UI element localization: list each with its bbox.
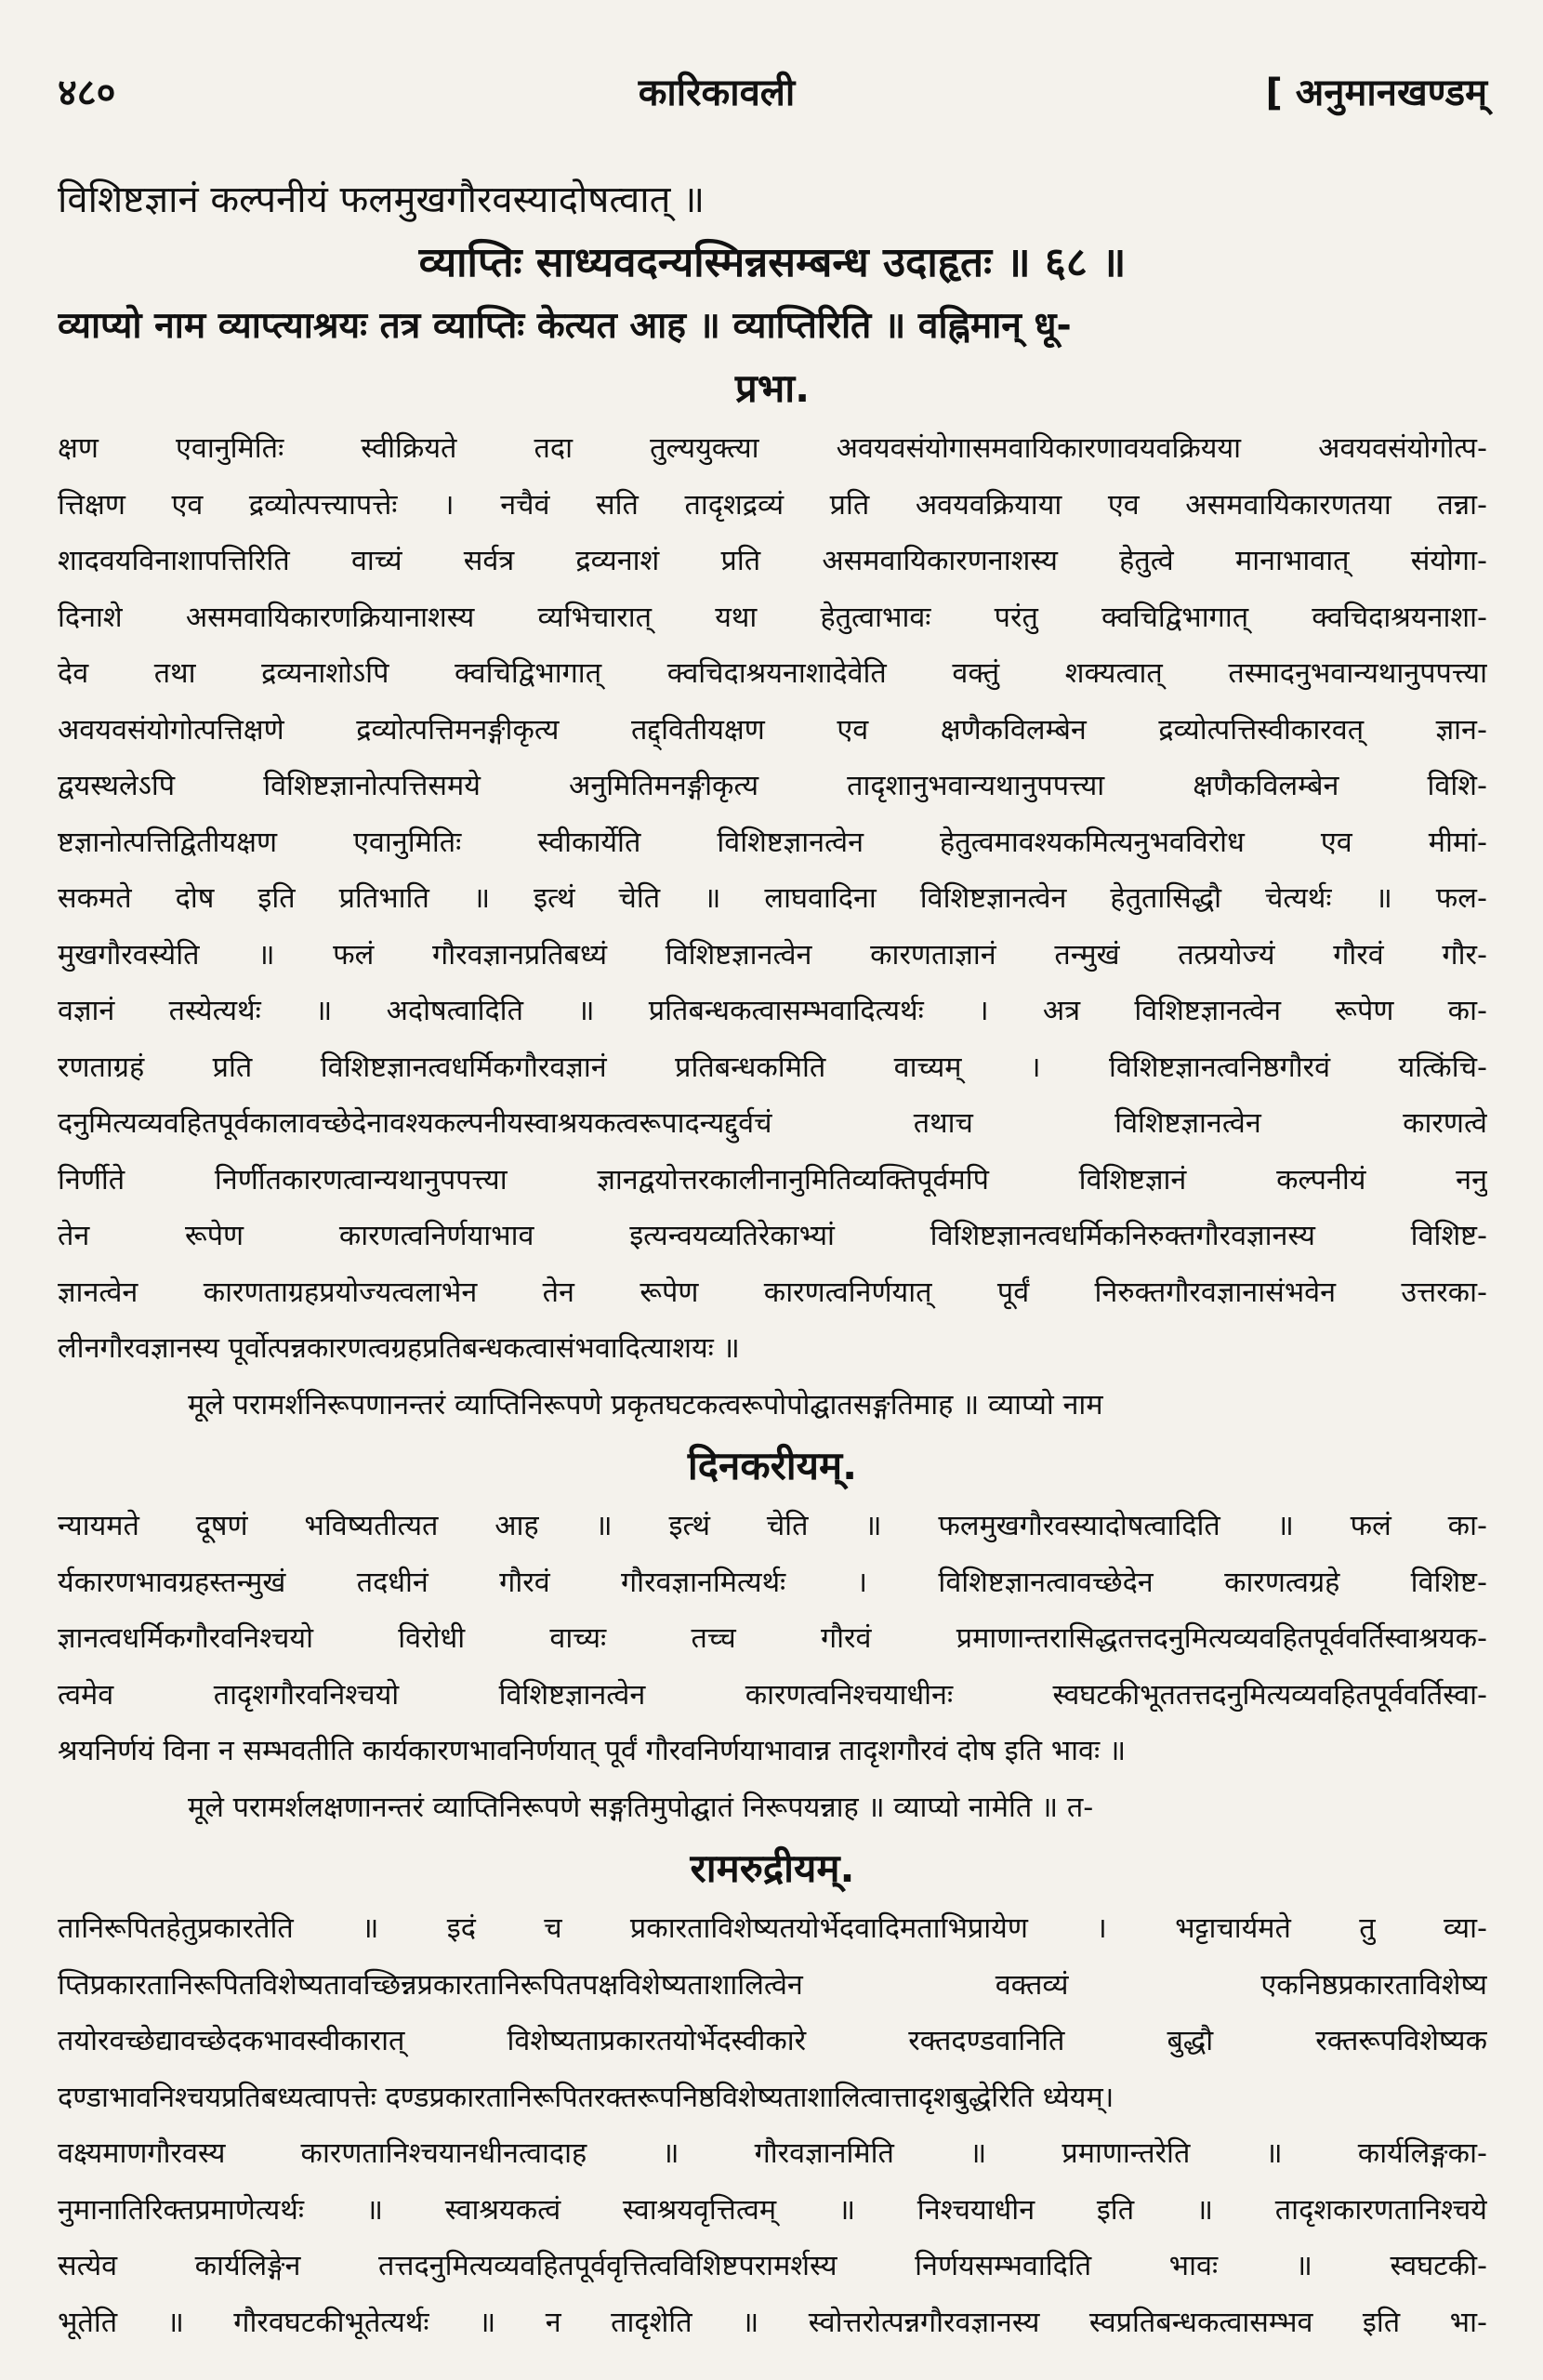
commentary-line: द्वयस्थलेऽपि विशिष्टज्ञानोत्पत्तिसमये अनुमितिमनङ्गीकृत्य तादृशानुभवान्यथानुपपत्त्या क्षणैकविलम्बेन विशि-: [58, 770, 1487, 802]
commentary-line: सत्येव कार्यलिङ्गेन तत्तदनुमित्यव्यवहितपूर्ववृत्तित्वविशिष्टपरामर्शस्य निर्णयसम्भवादिति भावः ॥ स्वघटकी-: [58, 2250, 1487, 2282]
verse-68: व्याप्तिः साध्यवदन्यस्मिन्नसम्बन्ध उदाहृतः ॥ ६८ ॥: [418, 239, 1127, 286]
commentary-line: मूले परामर्शलक्षणानन्तरं व्याप्तिनिरूपणे सङ्गतिमुपोद्घातं निरूपयन्नाह ॥ व्याप्यो नामेति ॥ त-: [188, 1791, 1094, 1824]
commentary-line: क्षण एवानुमितिः स्वीक्रियते तदा तुल्ययुक्त्या अवयवसंयोगासमवायिकारणावयवक्रियया अवयवसंयोगोत्प-: [58, 432, 1487, 465]
commentary-line: तयोरवच्छेद्यावच्छेदकभावस्वीकारात् विशेष्यताप्रकारतयोर्भेदस्वीकारे रक्तदण्डवानिति बुद्धौ रक्तरूपविशेष्यक: [58, 2025, 1487, 2057]
commentary-line: निर्णीते निर्णीतकारणत्वान्यथानुपपत्त्या ज्ञानद्वयोत्तरकालीनानुमितिव्यक्तिपूर्वमपि विशिष्टज्ञानं कल्पनीयं ननु: [58, 1163, 1487, 1197]
commentary-line: वक्ष्यमाणगौरवस्य कारणतानिश्चयानधीनत्वादाह ॥ गौरवज्ञानमिति ॥ प्रमाणान्तरेति ॥ कार्यलिङ्गका-: [58, 2137, 1487, 2170]
page-header: [58, 65, 1487, 116]
commentary-line: दण्डाभावनिश्चयप्रतिबध्यत्वापत्तेः दण्डप्रकारतानिरूपितरक्तरूपनिष्ठविशेष्यताशालित्वात्तादृशबुद्धेरिति ध्येयम्।: [58, 2081, 1114, 2114]
section-title: [ अनुमानखण्डम्: [1265, 72, 1487, 114]
ramarudri-commentary: [58, 1901, 1487, 2351]
commentary-line: वज्ञानं तस्येत्यर्थः ॥ अदोषत्वादिति ॥ प्रतिबन्धकत्वासम्भवादित्यर्थः । अत्र विशिष्टज्ञानत्वेन रूपेण का-: [58, 995, 1487, 1027]
commentary-line: तेन रूपेण कारणत्वनिर्णयाभाव इत्यन्वयव्यतिरेकाभ्यां विशिष्टज्ञानत्वधर्मिकनिरुक्तगौरवज्ञानस्य विशिष्ट-: [58, 1220, 1487, 1252]
commentary-line: त्वमेव तादृशगौरवनिश्चयो विशिष्टज्ञानत्वेन कारणत्वनिश्चयाधीनः स्वघटकीभूततत्तदनुमित्यव्यवहितपूर्ववर्तिस्वा-: [58, 1678, 1487, 1712]
commentary-heading-ramarudri: रामरुद्रीयम्.: [690, 1845, 855, 1891]
commentary-line: भूतेति ॥ गौरवघटकीभूतेत्यर्थः ॥ न तादृशेति ॥ स्वोत्तरोत्पन्नगौरवज्ञानस्य स्वप्रतिबन्धकत्वासम्भव इति भा-: [58, 2306, 1487, 2339]
commentary-line: शादवयविनाशापत्तिरिति वाच्यं सर्वत्र द्रव्यनाशं प्रति असमवायिकारणनाशस्य हेतुत्वे मानाभावात् संयोगा-: [58, 545, 1487, 577]
commentary-line: र्यकारणभावग्रहस्तन्मुखं तदधीनं गौरवं गौरवज्ञानमित्यर्थः । विशिष्टज्ञानत्वावच्छेदेन कारणत्वग्रहे विशिष्ट-: [58, 1566, 1487, 1599]
commentary-line: देव तथा द्रव्यनाशोऽपि क्वचिद्विभागात् क्वचिदाश्रयनाशादेवेति वक्तुं शक्यत्वात् तस्मादनुभवान्यथानुपपत्त्या: [58, 657, 1487, 690]
commentary-line: ज्ञानत्वधर्मिकगौरवनिश्चयो विरोधी वाच्यः तच्च गौरवं प्रमाणान्तरासिद्धतत्तदनुमित्यव्यवहितपूर्ववर्तिस्वाश्रयक-: [58, 1622, 1487, 1655]
commentary-line: तानिरूपितहेतुप्रकारतेति ॥ इदं च प्रकारताविशेष्यतयोर्भेदवादिमताभिप्रायेण । भट्टाचार्यमते तु व्या-: [58, 1912, 1487, 1945]
commentary-heading-dinakari: दिनकरीयम्.: [687, 1443, 858, 1488]
commentary-line: ज्ञानत्वेन कारणताग्रहप्रयोज्यत्वलाभेन तेन रूपेण कारणत्वनिर्णयात् पूर्वं निरुक्तगौरवज्ञानासंभवेन उत्तरका-: [58, 1276, 1487, 1309]
commentary-line: अवयवसंयोगोत्पत्तिक्षणे द्रव्योत्पत्तिमनङ्गीकृत्य तद्द्वितीयक्षण एव क्षणैकविलम्बेन द्रव्योत्पत्तिस्वीकारवत् ज्ञान-: [58, 713, 1487, 747]
page-number: ४८०: [58, 72, 116, 114]
commentary-line: श्रयनिर्णयं विना न सम्भवतीति कार्यकारणभावनिर्णयात् पूर्वं गौरवनिर्णयाभावान्न तादृशगौरवं दोष इति भावः ॥: [58, 1735, 1127, 1767]
commentary-line: त्तिक्षण एव द्रव्योत्पत्त्यापत्तेः । नचैवं सति तादृशद्रव्यं प्रति अवयवक्रियाया एव असमवायिकारणतया तन्ना-: [58, 488, 1487, 522]
commentary-line: नुमानातिरिक्तप्रमाणेत्यर्थः ॥ स्वाश्रयकत्वं स्वाश्रयवृत्तित्वम् ॥ निश्चयाधीन इति ॥ तादृशकारणतानिश्चये: [58, 2193, 1487, 2227]
commentary-line: दनुमित्यव्यवहितपूर्वकालावच्छेदेनावश्यकल्पनीयस्वाश्रयकत्वरूपादन्यद्दुर्वचं तथाच विशिष्टज्ञानत्वेन कारणत्वे: [58, 1107, 1487, 1140]
root-text: [58, 170, 1487, 356]
prabha-commentary: [58, 421, 1487, 1434]
commentary-line: मूले परामर्शनिरूपणानन्तरं व्याप्तिनिरूपणे प्रकृतघटकत्वरूपोपोद्घातसङ्गतिमाह ॥ व्याप्यो नाम: [188, 1388, 1103, 1421]
root-line: व्याप्यो नाम व्याप्त्याश्रयः तत्र व्याप्तिः केत्यत आह ॥ व्याप्तिरिति ॥ वह्निमान् धू-: [58, 305, 1072, 347]
commentary-line: लीनगौरवज्ञानस्य पूर्वोत्पन्नकारणत्वग्रहप्रतिबन्धकत्वासंभवादित्याशयः ॥: [58, 1332, 740, 1365]
commentary-line: मुखगौरवस्येति ॥ फलं गौरवज्ञानप्रतिबध्यं विशिष्टज्ञानत्वेन कारणताज्ञानं तन्मुखं तत्प्रयोज्यं गौरवं गौर-: [58, 938, 1487, 972]
commentary-line: रणताग्रहं प्रति विशिष्टज्ञानत्वधर्मिकगौरवज्ञानं प्रतिबन्धकमिति वाच्यम् । विशिष्टज्ञानत्वनिष्ठगौरवं यत्किंचि-: [58, 1051, 1487, 1084]
commentary-line: न्यायमते दूषणं भविष्यतीत्यत आह ॥ इत्थं चेति ॥ फलमुखगौरवस्यादोषत्वादिति ॥ फलं का-: [58, 1510, 1487, 1542]
running-title: कारिकावली: [638, 72, 796, 114]
commentary-line: दिनाशे असमवायिकारणक्रियानाशस्य व्यभिचारात् यथा हेतुत्वाभावः परंतु क्वचिद्विभागात् क्वचिदाश्रयनाशा-: [58, 601, 1487, 634]
commentary-heading-prabha: प्रभा.: [734, 365, 811, 411]
commentary-line: प्तिप्रकारतानिरूपितविशेष्यतावच्छिन्नप्रकारतानिरूपितपक्षविशेष्यताशालित्वेन वक्तव्यं एकनिष्ठप्रकारताविशेष्य: [58, 1968, 1487, 2002]
dinakari-commentary: [58, 1499, 1487, 1836]
commentary-line: सकमते दोष इति प्रतिभाति ॥ इत्थं चेति ॥ लाघवादिना विशिष्टज्ञानत्वेन हेतुतासिद्धौ चेत्यर्थः ॥ फल-: [58, 882, 1487, 915]
commentary-line: ष्टज्ञानोत्पत्तिद्वितीयक्षण एवानुमितिः स्वीकार्येति विशिष्टज्ञानत्वेन हेतुत्वमावश्यकमित्यनुभवविरोध एव मीमां-: [58, 826, 1487, 859]
root-line: विशिष्टज्ञानं कल्पनीयं फलमुखगौरवस्यादोषत्वात् ॥: [58, 178, 706, 221]
